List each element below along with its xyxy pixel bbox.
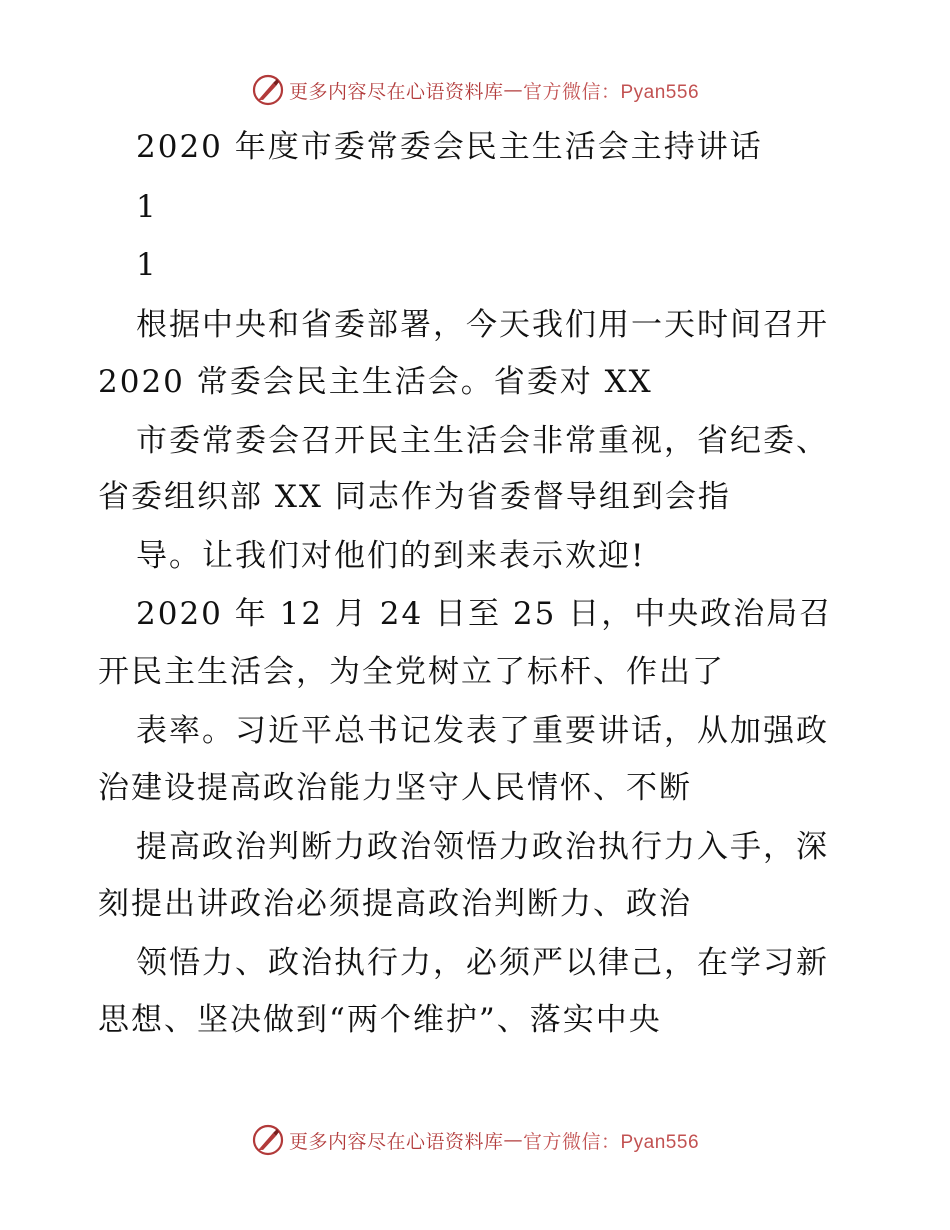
quill-logo-icon (251, 1123, 285, 1157)
paragraph-line: 治建设提高政治能力坚守人民情怀、不断 (98, 770, 692, 806)
banner-separator: — (503, 79, 523, 101)
paragraph-line: 思想、坚决做到“两个维护”、落实中央 (98, 1002, 662, 1038)
document-title: 2020 年度市委常委会民主生活会主持讲话 (136, 129, 763, 165)
paragraph-line: 导。让我们对他们的到来表示欢迎! (136, 538, 646, 574)
banner-wechat: 官方微信：Pyan556 (523, 81, 700, 103)
paragraph-line: 省委组织部 XX 同志作为省委督导组到会指 (98, 479, 731, 515)
paragraph-line: 提高政治判断力政治领悟力政治执行力入手，深 (136, 829, 829, 865)
quill-logo-icon (251, 73, 285, 107)
banner-wechat: 官方微信：Pyan556 (523, 1131, 700, 1153)
footer-watermark-banner (0, 1120, 950, 1160)
paragraph-line: 2020 常委会民主生活会。省委对 XX (98, 364, 653, 400)
banner-text: 更多内容尽在心语资料库 (288, 1130, 504, 1153)
paragraph-line: 刻提出讲政治必须提高政治判断力、政治 (98, 886, 692, 922)
number-line: 1 (136, 189, 158, 225)
paragraph-line: 领悟力、政治执行力，必须严以律己，在学习新 (136, 945, 829, 981)
banner-text: 更多内容尽在心语资料库 (288, 80, 504, 103)
number-line: 1 (136, 247, 158, 283)
paragraph-line: 表率。习近平总书记发表了重要讲话，从加强政 (136, 713, 829, 749)
paragraph-line: 市委常委会召开民主生活会非常重视，省纪委、 (136, 423, 829, 459)
banner-separator: — (503, 1129, 523, 1151)
header-watermark-banner (0, 70, 950, 110)
paragraph-line: 2020 年 12 月 24 日至 25 日，中央政治局召 (136, 596, 833, 632)
paragraph-line: 开民主生活会，为全党树立了标杆、作出了 (98, 654, 725, 690)
paragraph-line: 根据中央和省委部署，今天我们用一天时间召开 (136, 307, 829, 343)
